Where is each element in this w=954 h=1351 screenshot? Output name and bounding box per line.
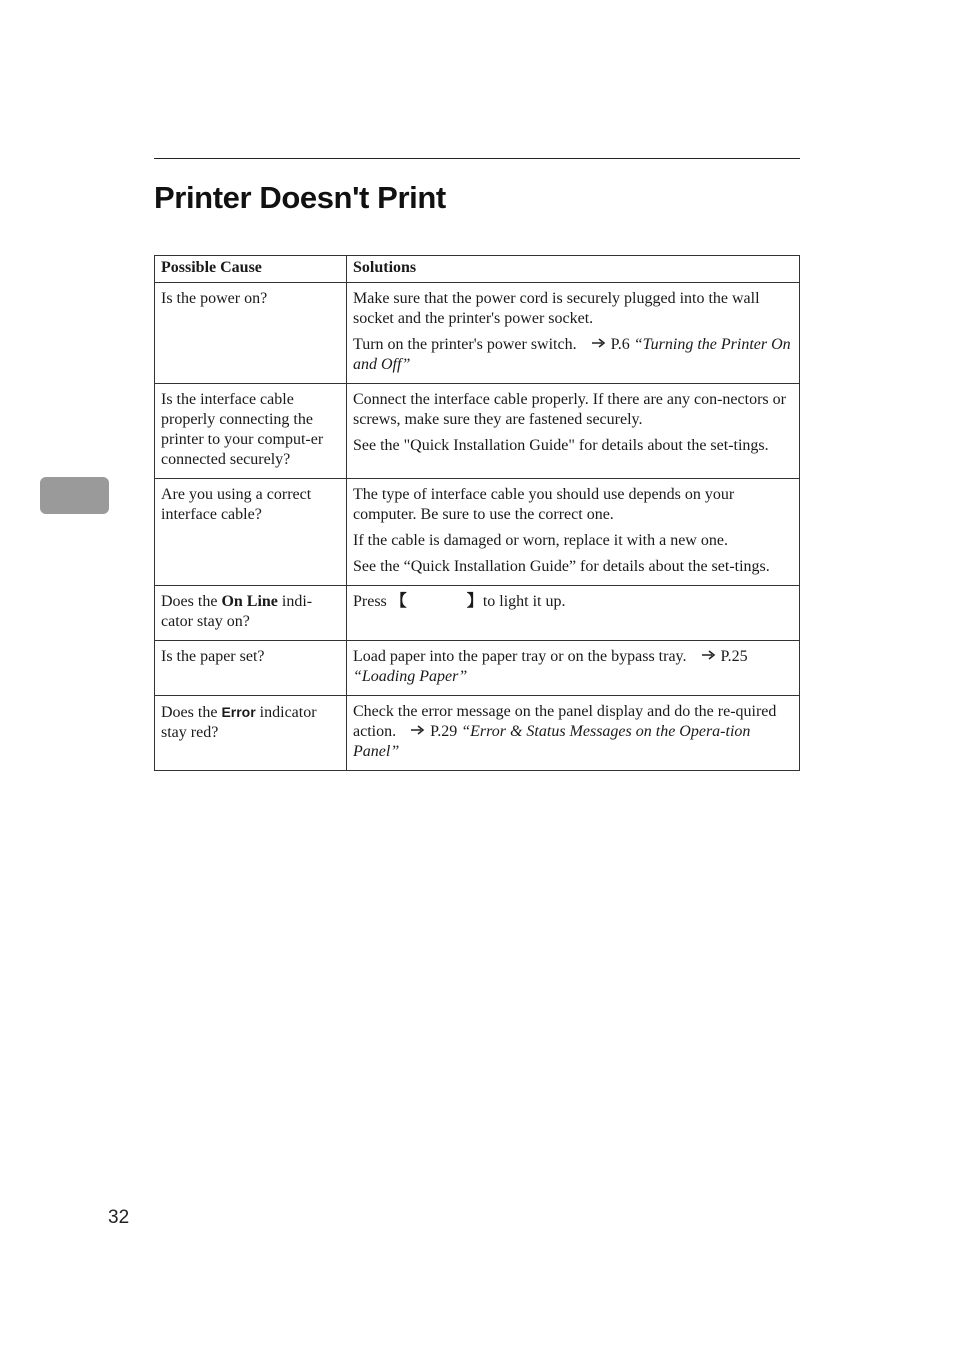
reference-page[interactable]: P.29 <box>430 723 458 740</box>
online-indicator-label: On Line <box>221 593 278 610</box>
solution-text: Connect the interface cable properly. If there are any con-nectors or screws, make sure they are fastened securely. <box>353 391 786 428</box>
table-row <box>155 283 800 384</box>
chapter-tab <box>40 477 109 514</box>
reference-arrow-icon <box>701 649 717 661</box>
solution-cell <box>347 696 800 771</box>
solution-cell <box>347 641 800 696</box>
solution-cell <box>347 283 800 384</box>
solution-text: See the "Quick Installation Guide" for details about the set-tings. <box>353 437 769 454</box>
solution-text: The type of interface cable you should use depends on your computer. Be sure to use the correct one. <box>353 486 735 523</box>
key-bracket-close: 】 <box>466 593 483 610</box>
solution-text: Load paper into the paper tray or on the bypass tray. P.25 “Loading Paper” <box>353 648 748 685</box>
solution-cell <box>347 586 800 641</box>
reference-title[interactable]: “Loading Paper” <box>353 668 468 685</box>
reference-title[interactable]: “Turning the Printer On and Off” <box>353 336 791 373</box>
header-solutions: Solutions <box>347 256 800 283</box>
table-row <box>155 696 800 771</box>
reference-page[interactable]: P.25 <box>720 648 748 665</box>
solution-text: See the “Quick Installation Guide” for details about the set-tings. <box>353 558 770 575</box>
table-row <box>155 586 800 641</box>
reference-page[interactable]: P.6 <box>610 336 630 353</box>
reference-title[interactable]: “Error & Status Messages on the Opera-tion Panel” <box>353 723 751 760</box>
cause-cell: Is the power on? <box>155 283 347 384</box>
header-possible-cause: Possible Cause <box>155 256 347 283</box>
cause-cell: Does the Error indicator stay red? <box>155 696 347 771</box>
solution-text: Press 【 】to light it up. <box>353 593 566 610</box>
solution-text: Turn on the printer's power switch. P.6 “Turning the Printer On and Off” <box>353 336 791 373</box>
page-number: 32 <box>108 1207 130 1228</box>
cause-cell: Is the interface cable properly connecting the printer to your comput-er connected securely? <box>155 384 347 479</box>
solution-text: Check the error message on the panel display and do the re-quired action. P.29 “Error & Status Messages on the Opera-tion Panel” <box>353 703 777 760</box>
cause-cell: Are you using a correct interface cable? <box>155 479 347 586</box>
cause-cell: Does the On Line indi-cator stay on? <box>155 586 347 641</box>
reference-arrow-icon <box>410 724 426 736</box>
error-indicator-label: Error <box>221 704 256 720</box>
table-row <box>155 384 800 479</box>
cause-cell: Is the paper set? <box>155 641 347 696</box>
table-row <box>155 479 800 586</box>
solution-cell <box>347 479 800 586</box>
solution-text: If the cable is damaged or worn, replace it with a new one. <box>353 532 728 549</box>
table-row <box>155 641 800 696</box>
page-title: Printer Doesn't Print <box>154 180 446 215</box>
header-rule <box>154 158 800 159</box>
troubleshooting-table <box>154 255 800 771</box>
key-bracket-open: 【 <box>390 593 407 610</box>
table-header-row <box>155 256 800 283</box>
solution-cell <box>347 384 800 479</box>
reference-arrow-icon <box>591 337 607 349</box>
solution-text: Make sure that the power cord is securely plugged into the wall socket and the printer's power socket. <box>353 290 760 327</box>
